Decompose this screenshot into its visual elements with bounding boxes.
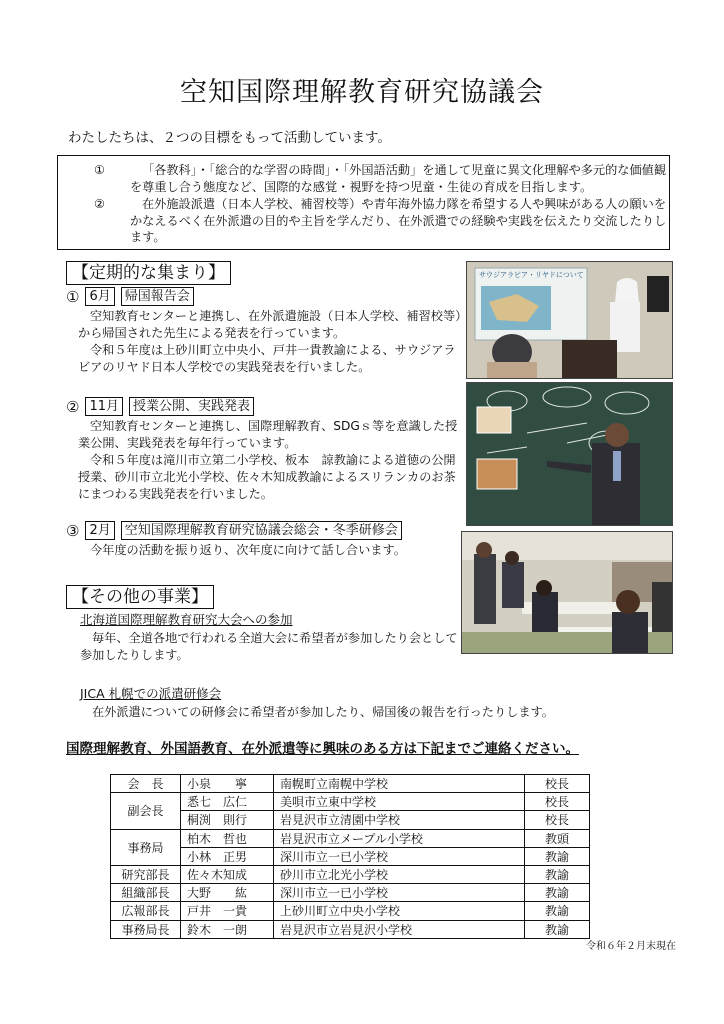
project-2-name: JICA 札幌での派遣研修会: [80, 686, 222, 701]
table-row: [111, 884, 590, 902]
staff-role: 事務局長: [111, 920, 181, 938]
paragraph: 空知教育センターと連携し、国際理解教育、SDGｓ等を意識した授業公開、実践発表を毎年行っています。: [78, 419, 458, 450]
staff-role: 組織部長: [111, 884, 181, 902]
intro-text: わたしたちは、２つの目標をもって活動しています。: [68, 130, 391, 146]
goal-number: ①: [94, 163, 105, 177]
goal-number: ②: [94, 197, 105, 211]
staff-school: 砂川市立北光小学校: [274, 865, 525, 883]
meeting-name: 授業公開、実践発表: [129, 397, 254, 416]
table-row: [111, 811, 590, 829]
meeting-month: 6月: [85, 287, 114, 306]
staff-position: 校長: [525, 775, 590, 793]
staff-table: [110, 774, 590, 939]
staff-position: 教頭: [525, 829, 590, 847]
meeting-2-heading: [66, 397, 254, 416]
table-row: [111, 793, 590, 811]
table-row: [111, 847, 590, 865]
meeting-number: ③: [66, 521, 80, 540]
photo-meeting: [461, 531, 673, 654]
staff-name: 小林 正男: [181, 847, 274, 865]
staff-position: 校長: [525, 793, 590, 811]
photo-slide-title: サウジアラビア・リヤドについて: [479, 271, 584, 279]
project-1-name: 北海道国際理解教育研究大会への参加: [80, 612, 293, 627]
staff-position: 教諭: [525, 865, 590, 883]
meeting-3-body: [78, 542, 463, 559]
meeting-number: ②: [66, 397, 80, 416]
lesson-photo-image: [467, 383, 673, 526]
contact-line: 国際理解教育、外国語教育、在外派遣等に興味のある方は下記までご連絡ください。: [66, 741, 579, 757]
photo-lesson: [466, 382, 673, 526]
meeting-name: 帰国報告会: [121, 287, 194, 306]
staff-position: 校長: [525, 811, 590, 829]
staff-role: 会 長: [111, 775, 181, 793]
staff-school: 美唄市立東中学校: [274, 793, 525, 811]
paragraph: 今年度の活動を振り返り、次年度に向けて話し合います。: [90, 543, 406, 557]
section-heading-regular: 【定期的な集まり】: [66, 261, 231, 285]
paragraph: 令和５年度は滝川市立第二小学校、板本 諒教諭による道徳の公開授業、砂川市立北光小学校、佐々木知成教諭によるスリランカのお茶にまつわる実践発表を行いました。: [78, 453, 456, 501]
photo-presentation: [466, 261, 673, 379]
meeting-1-body: [78, 308, 463, 376]
meeting-name: 空知国際理解教育研究協議会総会・冬季研修会: [121, 521, 402, 540]
staff-position: 教諭: [525, 847, 590, 865]
staff-school: 南幌町立南幌中学校: [274, 775, 525, 793]
meeting-2-body: [78, 418, 463, 503]
project-2-body: 在外派遣についての研修会に希望者が参加したり、帰国後の報告を行ったりします。: [92, 705, 554, 719]
staff-position: 教諭: [525, 902, 590, 920]
paragraph: 空知教育センターと連携し、在外派遣施設（日本人学校、補習校等）から帰国された先生による発表を行っています。: [78, 309, 462, 340]
staff-school: 深川市立一已小学校: [274, 847, 525, 865]
meeting-1-heading: [66, 287, 194, 306]
table-row: [111, 775, 590, 793]
table-row: [111, 920, 590, 938]
staff-role: 副会長: [111, 793, 181, 829]
staff-role: 広報部長: [111, 902, 181, 920]
staff-role: 事務局: [111, 829, 181, 865]
meeting-month: 11月: [85, 397, 123, 416]
meeting-number: ①: [66, 287, 80, 306]
staff-name: 大野 紘: [181, 884, 274, 902]
staff-school: 岩見沢市立岩見沢小学校: [274, 920, 525, 938]
staff-role: 研究部長: [111, 865, 181, 883]
staff-school: 岩見沢市立メープル小学校: [274, 829, 525, 847]
project-1-body: 毎年、全道各地で行われる全道大会に希望者が参加したり会として参加したりします。: [80, 631, 458, 662]
section-heading-other: 【その他の事業】: [66, 585, 214, 609]
staff-name: 小泉 寧: [181, 775, 274, 793]
goals-box: [57, 155, 670, 250]
paragraph: 令和５年度は上砂川町立中央小、戸井一貴教諭による、サウジアラビアのリヤド日本人学校での実践発表を行いました。: [78, 343, 456, 374]
goal-text: 在外施設派遣（日本人学校、補習校等）や青年海外協力隊を希望する人や興味がある人の願いをかなえるべく在外派遣の目的や主旨を学んだり、在外派遣での経験や実践を伝えたり交流したりします。: [130, 197, 667, 244]
staff-name: 佐々木知成: [181, 865, 274, 883]
staff-school: 深川市立一已小学校: [274, 884, 525, 902]
table-row: [111, 865, 590, 883]
staff-school: 上砂川町立中央小学校: [274, 902, 525, 920]
date-note: 令和６年２月末現在: [586, 941, 676, 952]
staff-name: 悉七 広仁: [181, 793, 274, 811]
staff-name: 鈴木 一朗: [181, 920, 274, 938]
meeting-3-heading: [66, 521, 402, 540]
staff-name: 戸井 一貴: [181, 902, 274, 920]
meeting-month: 2月: [85, 521, 114, 540]
goal-text: 「各教科」・「総合的な学習の時間」・「外国語活動」を通して児童に異文化理解や多元的な価値観を尊重し合う態度など、国際的な感覚・視野を持つ児童・生徒の育成を目指します。: [130, 163, 667, 194]
meeting-photo-image: [462, 532, 673, 654]
table-row: [111, 829, 590, 847]
page-title: 空知国際理解教育研究協議会: [180, 77, 544, 108]
staff-position: 教諭: [525, 884, 590, 902]
staff-position: 教諭: [525, 920, 590, 938]
staff-name: 柏木 哲也: [181, 829, 274, 847]
staff-school: 岩見沢市立清園中学校: [274, 811, 525, 829]
staff-name: 桐渕 則行: [181, 811, 274, 829]
table-row: [111, 902, 590, 920]
